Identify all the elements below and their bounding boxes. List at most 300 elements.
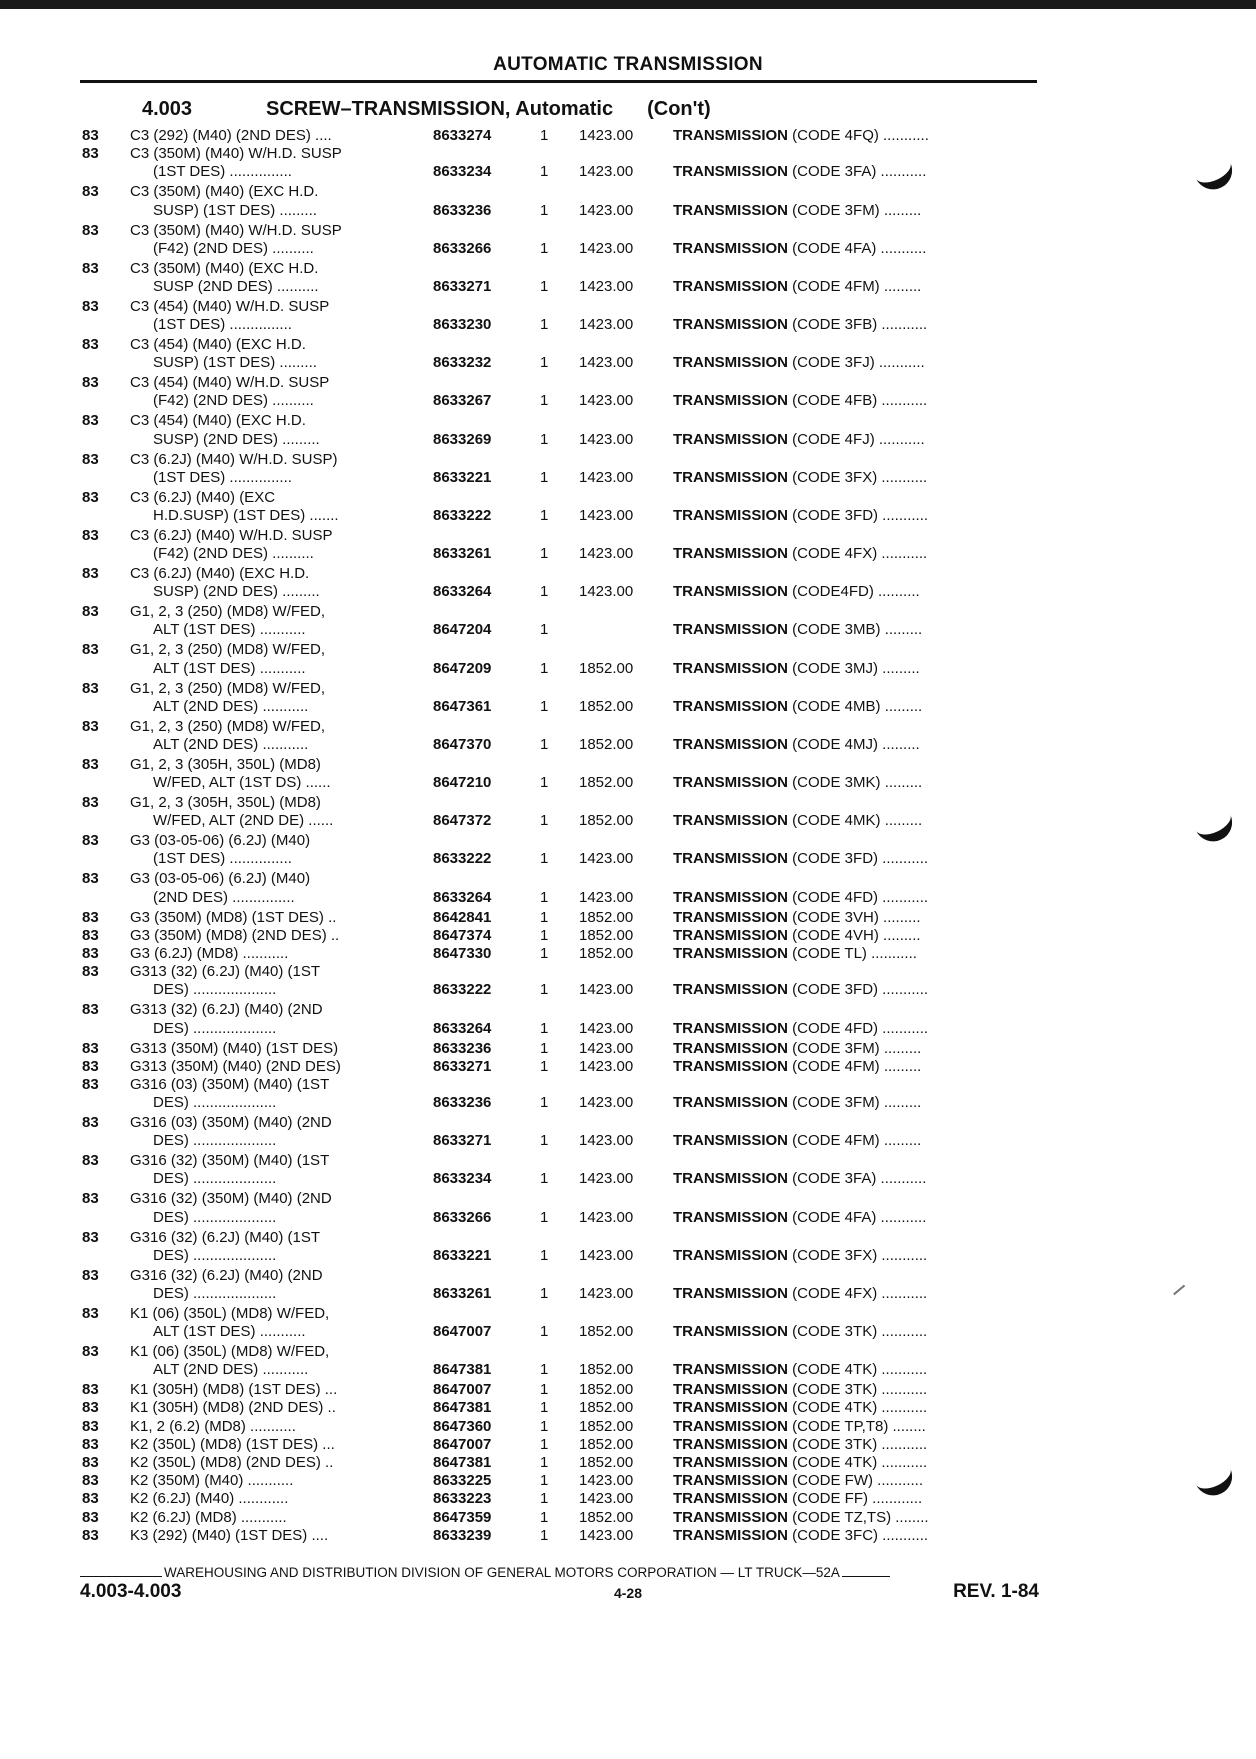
row-line [0, 1190, 1256, 1208]
footer-division-line [80, 1565, 1037, 1580]
parts-list [0, 127, 1256, 1545]
table-row [0, 222, 1256, 258]
row-line [0, 412, 1256, 430]
part-code: (CODE 3VH) ......... [788, 908, 921, 926]
row-line [0, 374, 1256, 392]
usage-description: G316 (03) (350M) (M40) (1ST [130, 1075, 330, 1093]
model-year: 83 [82, 641, 99, 659]
part-number: 8633223 [433, 1490, 492, 1508]
table-row [0, 127, 1256, 145]
usage-description: G3 (350M) (MD8) (1ST DES) .. [130, 908, 337, 926]
table-row [0, 1267, 1256, 1303]
part-name: TRANSMISSION [673, 545, 789, 563]
quantity: 1 [540, 545, 549, 563]
table-row [0, 756, 1256, 792]
usage-description: SUSP) (2ND DES) ......... [153, 430, 320, 448]
row-line [0, 1114, 1256, 1132]
table-row [0, 945, 1256, 963]
row-line [0, 756, 1256, 774]
part-number: 8633221 [433, 468, 492, 486]
quantity: 1 [540, 888, 549, 906]
quantity: 1 [540, 583, 549, 601]
part-description [673, 1490, 1038, 1508]
part-description [673, 1418, 1038, 1436]
model-year: 83 [82, 1454, 99, 1472]
part-description [673, 1454, 1038, 1472]
row-line [0, 1076, 1256, 1094]
quantity: 1 [540, 1208, 549, 1226]
table-row [0, 1527, 1256, 1545]
model-year: 83 [82, 336, 99, 354]
part-number: 8633261 [433, 545, 492, 563]
part-number: 8647381 [433, 1454, 492, 1472]
part-name: TRANSMISSION [673, 697, 789, 715]
usage-description: C3 (6.2J) (M40) (EXC H.D. [130, 565, 310, 583]
model-year: 83 [82, 832, 99, 850]
part-name: TRANSMISSION [673, 812, 789, 830]
row-line [0, 565, 1256, 583]
section-number: 4.003 [142, 98, 193, 120]
part-name: TRANSMISSION [673, 1361, 789, 1379]
model-year: 83 [82, 1228, 99, 1246]
price: 1852.00 [579, 1323, 634, 1341]
part-description [673, 1509, 1038, 1527]
part-code: (CODE 3MJ) ......... [788, 659, 920, 677]
quantity: 1 [540, 392, 549, 410]
quantity: 1 [540, 506, 549, 524]
price: 1423.00 [579, 1490, 634, 1508]
part-description [673, 927, 1038, 945]
part-code: (CODE 4FJ) ........... [788, 430, 925, 448]
part-number: 8647210 [433, 774, 492, 792]
model-year: 83 [82, 1001, 99, 1019]
part-description [673, 736, 1038, 754]
part-code: (CODE 3FD) ........... [788, 506, 929, 524]
table-row [0, 145, 1256, 181]
part-code: (CODE 3FD) ........... [788, 850, 929, 868]
price: 1423.00 [579, 127, 634, 144]
table-row [0, 832, 1256, 868]
part-description [673, 850, 1038, 868]
part-number: 8647381 [433, 1399, 492, 1417]
part-name: TRANSMISSION [673, 1039, 789, 1057]
price: 1423.00 [579, 1039, 634, 1057]
part-name: TRANSMISSION [673, 1057, 789, 1075]
footer-rule-right [842, 1576, 890, 1577]
price: 1852.00 [579, 735, 634, 753]
part-name: TRANSMISSION [673, 392, 789, 410]
price: 1423.00 [579, 1208, 634, 1226]
row-line [0, 1152, 1256, 1170]
quantity: 1 [540, 1094, 549, 1112]
section-heading [142, 98, 711, 121]
row-line [0, 1020, 1256, 1038]
part-name: TRANSMISSION [673, 1417, 789, 1435]
usage-description: H.D.SUSP) (1ST DES) ....... [153, 506, 339, 524]
part-code: (CODE 4FX) ........... [788, 545, 928, 563]
quantity: 1 [540, 354, 549, 372]
usage-description: G3 (03-05-06) (6.2J) (M40) [130, 832, 311, 850]
quantity: 1 [540, 926, 549, 944]
usage-description: K1 (305H) (MD8) (2ND DES) .. [130, 1399, 336, 1417]
row-line [0, 1267, 1256, 1285]
price: 1423.00 [579, 506, 634, 524]
model-year: 83 [82, 221, 99, 239]
row-line [0, 298, 1256, 316]
part-description [673, 1436, 1038, 1454]
row-line [0, 183, 1256, 201]
part-number: 8647330 [433, 945, 492, 962]
model-year: 83 [82, 374, 99, 392]
row-line [0, 1170, 1256, 1188]
price: 1423.00 [579, 1246, 634, 1264]
usage-description: G1, 2, 3 (305H, 350L) (MD8) [130, 794, 321, 812]
part-description [673, 1040, 1038, 1058]
part-number: 8633221 [433, 1246, 492, 1264]
part-description [673, 812, 1038, 830]
part-code: (CODE 4TK) ........... [788, 1399, 928, 1417]
quantity: 1 [540, 945, 549, 962]
table-row [0, 794, 1256, 830]
part-number: 8642841 [433, 908, 492, 926]
table-row [0, 1490, 1256, 1508]
usage-description: K2 (6.2J) (M40) ............ [130, 1490, 289, 1508]
part-name: TRANSMISSION [673, 1490, 789, 1508]
usage-description: C3 (350M) (M40) (EXC H.D. [130, 259, 319, 277]
usage-description: DES) .................... [153, 1246, 277, 1264]
price: 1852.00 [579, 1361, 634, 1379]
part-name: TRANSMISSION [673, 735, 789, 753]
part-name: TRANSMISSION [673, 774, 789, 792]
usage-description: K1, 2 (6.2) (MD8) ........... [130, 1417, 296, 1435]
part-number: 8633222 [433, 506, 492, 524]
usage-description: G316 (03) (350M) (M40) (2ND [130, 1114, 332, 1132]
part-code: (CODE 4TK) ........... [788, 1454, 928, 1472]
part-number: 8633264 [433, 888, 492, 906]
model-year: 83 [82, 603, 99, 621]
part-number: 8633266 [433, 239, 492, 257]
part-code: (CODE 3TK) ........... [788, 1435, 928, 1453]
usage-description: C3 (6.2J) (M40) (EXC [130, 488, 276, 506]
table-row [0, 374, 1256, 410]
row-line [0, 1454, 1256, 1472]
row-line [0, 240, 1256, 258]
row-line [0, 909, 1256, 927]
usage-description: K3 (292) (M40) (1ST DES) .... [130, 1526, 329, 1544]
part-name: TRANSMISSION [673, 430, 789, 448]
row-line [0, 794, 1256, 812]
part-description [673, 1170, 1038, 1188]
table-row [0, 1001, 1256, 1037]
part-number: 8647374 [433, 926, 492, 944]
row-line [0, 1527, 1256, 1545]
quantity: 1 [540, 1454, 549, 1472]
row-line [0, 1132, 1256, 1150]
part-name: TRANSMISSION [673, 316, 789, 334]
model-year: 83 [82, 450, 99, 468]
part-number: 8633267 [433, 392, 492, 410]
usage-description: K2 (6.2J) (MD8) ........... [130, 1508, 287, 1526]
part-number: 8647204 [433, 621, 492, 639]
part-code: (CODE 3FX) ........... [788, 468, 928, 486]
model-year: 83 [82, 679, 99, 697]
usage-description: G3 (6.2J) (MD8) ........... [130, 945, 289, 962]
table-row [0, 718, 1256, 754]
part-number: 8633236 [433, 1039, 492, 1057]
part-code: (CODE TZ,TS) ........ [788, 1508, 929, 1526]
quantity: 1 [540, 774, 549, 792]
part-description [673, 431, 1038, 449]
table-row [0, 927, 1256, 945]
model-year: 83 [82, 945, 99, 962]
part-number: 8633271 [433, 1057, 492, 1075]
model-year: 83 [82, 1304, 99, 1322]
row-line [0, 260, 1256, 278]
price: 1423.00 [579, 468, 634, 486]
row-line [0, 927, 1256, 945]
part-description [673, 621, 1038, 639]
usage-description: K1 (06) (350L) (MD8) W/FED, [130, 1343, 330, 1361]
quantity: 1 [540, 1490, 549, 1508]
usage-description: (1ST DES) ............... [153, 163, 292, 181]
part-name: TRANSMISSION [673, 506, 789, 524]
usage-description: (2ND DES) ............... [153, 888, 295, 906]
part-description [673, 1094, 1038, 1112]
price: 1423.00 [579, 1526, 634, 1544]
row-line [0, 889, 1256, 907]
model-year: 83 [82, 1343, 99, 1361]
quantity: 1 [540, 850, 549, 868]
usage-description: G313 (350M) (M40) (2ND DES) [130, 1057, 341, 1075]
quantity: 1 [540, 239, 549, 257]
row-line [0, 545, 1256, 563]
price: 1423.00 [579, 201, 634, 219]
part-name: TRANSMISSION [673, 621, 789, 639]
row-line [0, 718, 1256, 736]
part-name: TRANSMISSION [673, 1208, 789, 1226]
part-number: 8633261 [433, 1284, 492, 1302]
part-name: TRANSMISSION [673, 468, 789, 486]
quantity: 1 [540, 1361, 549, 1379]
quantity: 1 [540, 981, 549, 999]
part-name: TRANSMISSION [673, 1246, 789, 1264]
row-line [0, 1381, 1256, 1399]
part-code: (CODE 3FA) ........... [788, 163, 927, 181]
price: 1423.00 [579, 1132, 634, 1150]
quantity: 1 [540, 697, 549, 715]
usage-description: (1ST DES) ............... [153, 316, 292, 334]
part-description [673, 1132, 1038, 1150]
usage-description: SUSP (2ND DES) .......... [153, 277, 319, 295]
price: 1852.00 [579, 1399, 634, 1417]
table-row [0, 1152, 1256, 1188]
model-year: 83 [82, 755, 99, 773]
table-row [0, 260, 1256, 296]
quantity: 1 [540, 735, 549, 753]
usage-description: W/FED, ALT (1ST DS) ...... [153, 774, 331, 792]
price: 1423.00 [579, 316, 634, 334]
row-line [0, 1361, 1256, 1379]
usage-description: SUSP) (1ST DES) ......... [153, 354, 317, 372]
part-description [673, 945, 1038, 963]
row-line [0, 1343, 1256, 1361]
part-number: 8647370 [433, 735, 492, 753]
quantity: 1 [540, 468, 549, 486]
model-year: 83 [82, 1152, 99, 1170]
model-year: 83 [82, 1075, 99, 1093]
row-line [0, 1418, 1256, 1436]
usage-description: ALT (1ST DES) ........... [153, 621, 306, 639]
quantity: 1 [540, 127, 549, 144]
part-number: 8633264 [433, 1019, 492, 1037]
row-line [0, 736, 1256, 754]
usage-description: ALT (1ST DES) ........... [153, 1323, 306, 1341]
part-code: (CODE 4MB) ......... [788, 697, 923, 715]
quantity: 1 [540, 1057, 549, 1075]
usage-description: C3 (350M) (M40) W/H.D. SUSP [130, 145, 342, 163]
model-year: 83 [82, 1490, 99, 1508]
part-name: TRANSMISSION [673, 163, 789, 181]
usage-description: (F42) (2ND DES) .......... [153, 239, 314, 257]
part-code: (CODE 3MK) ......... [788, 774, 923, 792]
page-title: AUTOMATIC TRANSMISSION [493, 54, 763, 75]
part-number: 8633236 [433, 1094, 492, 1112]
usage-description: (F42) (2ND DES) .......... [153, 392, 314, 410]
usage-description: G1, 2, 3 (250) (MD8) W/FED, [130, 717, 326, 735]
table-row [0, 680, 1256, 716]
part-description [673, 1247, 1038, 1265]
part-name: TRANSMISSION [673, 201, 789, 219]
part-name: TRANSMISSION [673, 1526, 789, 1544]
part-number: 8647359 [433, 1508, 492, 1526]
price: 1423.00 [579, 981, 634, 999]
table-row [0, 1472, 1256, 1490]
part-code: (CODE 4TK) ........... [788, 1361, 928, 1379]
table-row [0, 1040, 1256, 1058]
usage-description: G3 (03-05-06) (6.2J) (M40) [130, 870, 311, 888]
row-line [0, 202, 1256, 220]
part-number: 8647209 [433, 659, 492, 677]
quantity: 1 [540, 1399, 549, 1417]
price: 1423.00 [579, 1094, 634, 1112]
row-line [0, 316, 1256, 334]
section-title-suffix: Automatic [515, 98, 614, 120]
part-code: (CODE 4FQ) ........... [788, 127, 929, 144]
part-description [673, 163, 1038, 181]
row-line [0, 1399, 1256, 1417]
part-name: TRANSMISSION [673, 1472, 789, 1490]
row-line [0, 163, 1256, 181]
quantity: 1 [540, 163, 549, 181]
row-line [0, 621, 1256, 639]
part-description [673, 1020, 1038, 1038]
row-line [0, 489, 1256, 507]
quantity: 1 [540, 1472, 549, 1490]
quantity: 1 [540, 1284, 549, 1302]
part-description [673, 1527, 1038, 1545]
usage-description: DES) .................... [153, 1284, 277, 1302]
table-row [0, 451, 1256, 487]
row-line [0, 1490, 1256, 1508]
quantity: 1 [540, 1381, 549, 1399]
model-year: 83 [82, 145, 99, 163]
row-line [0, 451, 1256, 469]
model-year: 83 [82, 183, 99, 201]
part-code: (CODE 4FA) ........... [788, 1208, 927, 1226]
model-year: 83 [82, 412, 99, 430]
row-line [0, 945, 1256, 963]
row-line [0, 222, 1256, 240]
model-year: 83 [82, 1190, 99, 1208]
part-description [673, 240, 1038, 258]
table-row [0, 489, 1256, 525]
usage-description: G1, 2, 3 (250) (MD8) W/FED, [130, 679, 326, 697]
model-year: 83 [82, 794, 99, 812]
part-number: 8633225 [433, 1472, 492, 1490]
part-number: 8633239 [433, 1526, 492, 1544]
part-description [673, 660, 1038, 678]
part-number: 8633274 [433, 127, 492, 144]
part-number: 8633234 [433, 1170, 492, 1188]
price: 1852.00 [579, 774, 634, 792]
usage-description: SUSP) (2ND DES) ......... [153, 583, 320, 601]
price: 1423.00 [579, 850, 634, 868]
usage-description: (1ST DES) ............... [153, 850, 292, 868]
part-name: TRANSMISSION [673, 945, 789, 962]
row-line [0, 1285, 1256, 1303]
usage-description: DES) .................... [153, 1208, 277, 1226]
row-line [0, 1209, 1256, 1227]
usage-description: DES) .................... [153, 1132, 277, 1150]
part-code: (CODE 4MK) ......... [788, 812, 923, 830]
part-description [673, 1285, 1038, 1303]
price: 1423.00 [579, 392, 634, 410]
part-code: (CODE 4MJ) ......... [788, 735, 920, 753]
quantity: 1 [540, 1526, 549, 1544]
model-year: 83 [82, 1114, 99, 1132]
table-row [0, 527, 1256, 563]
price: 1423.00 [579, 1170, 634, 1188]
part-description [673, 1058, 1038, 1076]
usage-description: C3 (6.2J) (M40) W/H.D. SUSP) [130, 450, 338, 468]
part-description [673, 278, 1038, 296]
usage-description: G313 (32) (6.2J) (M40) (1ST [130, 963, 321, 981]
part-code: (CODE 3MB) ......... [788, 621, 923, 639]
quantity: 1 [540, 201, 549, 219]
part-code: (CODE 3FM) ......... [788, 201, 922, 219]
part-code: (CODE 4FX) ........... [788, 1284, 928, 1302]
part-name: TRANSMISSION [673, 1508, 789, 1526]
row-line [0, 850, 1256, 868]
table-row [0, 1114, 1256, 1150]
row-line [0, 774, 1256, 792]
usage-description: C3 (454) (M40) W/H.D. SUSP [130, 374, 330, 392]
part-number: 8633234 [433, 163, 492, 181]
model-year: 83 [82, 297, 99, 315]
quantity: 1 [540, 1039, 549, 1057]
row-line [0, 145, 1256, 163]
part-number: 8647007 [433, 1435, 492, 1453]
quantity: 1 [540, 1170, 549, 1188]
part-number: 8633222 [433, 850, 492, 868]
table-row [0, 565, 1256, 601]
row-line [0, 354, 1256, 372]
quantity: 1 [540, 1246, 549, 1264]
row-line [0, 1305, 1256, 1323]
part-name: TRANSMISSION [673, 1323, 789, 1341]
part-name: TRANSMISSION [673, 1435, 789, 1453]
usage-description: G3 (350M) (MD8) (2ND DES) .. [130, 926, 340, 944]
